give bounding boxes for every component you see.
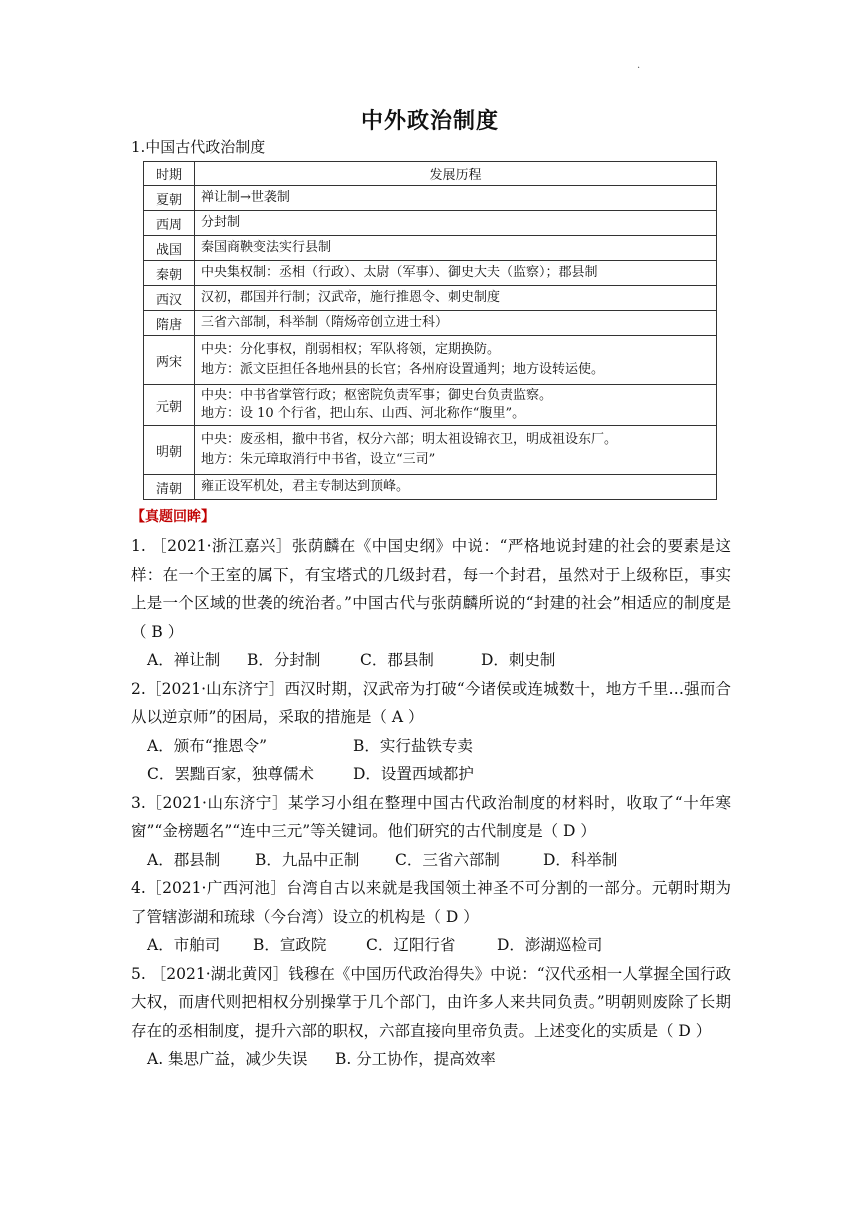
history-cell <box>195 186 717 211</box>
history-cell <box>195 475 717 500</box>
question-item <box>131 874 731 960</box>
era-cell: 清朝 <box>144 475 195 500</box>
option-item: C．罢黜百家，独尊儒术 <box>147 765 314 783</box>
options-row <box>131 846 731 875</box>
era-cell: 西周 <box>144 211 195 236</box>
option-item: B．九品中正制 <box>255 850 360 869</box>
era-cell: 两宋 <box>144 336 195 385</box>
history-cell <box>195 261 717 286</box>
header-era: 时期 <box>144 162 195 186</box>
table-body <box>144 186 717 500</box>
questions-list <box>131 532 731 1074</box>
history-line: 地方：派文臣担任各地州县的长官；各州府设置通判；地方设转运使。 <box>201 362 605 377</box>
option-item: D．科举制 <box>543 850 618 869</box>
option-item: D．刺史制 <box>481 651 556 669</box>
review-label: 【真题回眸】 <box>131 509 215 525</box>
table-row <box>144 211 717 236</box>
question-item <box>131 960 731 1074</box>
option-item: B．宣政院 <box>253 936 327 954</box>
era-cell: 明朝 <box>144 426 195 475</box>
history-cell <box>195 336 717 385</box>
history-cell <box>195 385 717 426</box>
question-text: 2.［2021·山东济宁］西汉时期，汉武帝为打破“今诸侯或连城数十，地方千里…强而合从以逆京师”的困局，采取的措施是（ A ） <box>131 679 731 726</box>
history-line: 中央：废丞相，撤中书省，权分六部；明太祖设锦衣卫，明成祖设东厂。 <box>201 432 618 447</box>
table-row <box>144 385 717 426</box>
table-row <box>144 311 717 336</box>
history-line: 地方：朱元璋取消行中书省，设立“三司” <box>201 452 436 467</box>
history-line: 禅让制→世袭制 <box>201 190 290 205</box>
option-item: B．实行盐铁专卖 <box>353 736 473 755</box>
option-item: A．郡县制 <box>147 850 221 869</box>
history-cell <box>195 426 717 475</box>
history-line: 三省六部制，科举制（隋炀帝创立进士科） <box>201 315 449 330</box>
table-row <box>144 236 717 261</box>
question-item <box>131 675 731 789</box>
option-item: A．禅让制 <box>147 651 221 669</box>
history-cell <box>195 311 717 336</box>
history-cell <box>195 236 717 261</box>
option-item: A．颁布“推恩令” <box>147 736 268 755</box>
option-item: B．分封制 <box>247 651 321 669</box>
table-row <box>144 336 717 385</box>
page-title: 中外政治制度 <box>360 109 499 134</box>
options-row <box>131 646 731 675</box>
section-title: 1.中国古代政治制度 <box>131 138 266 156</box>
history-line: 中央集权制：丞相（行政）、太尉（军事）、御史大夫（监察）；郡县制 <box>201 265 598 280</box>
history-line: 秦国商鞅变法实行县制 <box>201 240 332 255</box>
header-history: 发展历程 <box>195 162 717 186</box>
era-cell: 元朝 <box>144 385 195 426</box>
question-item <box>131 789 731 875</box>
table-row <box>144 261 717 286</box>
history-line: 汉初，郡国并行制；汉武帝，施行推恩令、刺史制度 <box>201 290 501 305</box>
question-text: 4.［2021·广西河池］台湾自古以来就是我国领土神圣不可分割的一部分。元朝时期为了管辖澎湖和琉球（今台湾）设立的机构是（ D ） <box>131 879 731 926</box>
options-row <box>131 732 731 761</box>
page-mark: . <box>637 60 641 71</box>
option-item: C．辽阳行省 <box>366 936 456 954</box>
table-row <box>144 186 717 211</box>
option-item: A. 集思广益，减少失误 <box>147 1050 308 1068</box>
option-item: C．郡县制 <box>360 651 434 669</box>
history-line: 地方：设 10 个行省，把山东、山西、河北称作“腹里”。 <box>201 406 526 421</box>
option-item: A．市舶司 <box>147 936 221 954</box>
table-row <box>144 475 717 500</box>
era-cell: 夏朝 <box>144 186 195 211</box>
era-cell: 隋唐 <box>144 311 195 336</box>
options-row <box>131 931 731 960</box>
politics-table <box>143 161 717 500</box>
history-line: 中央：分化事权，削弱相权；军队将领，定期换防。 <box>201 342 501 357</box>
option-item: D．澎湖巡检司 <box>497 936 603 954</box>
history-cell <box>195 286 717 311</box>
era-cell: 秦朝 <box>144 261 195 286</box>
table-row <box>144 426 717 475</box>
history-cell <box>195 211 717 236</box>
question-text: 5. ［2021·湖北黄冈］钱穆在《中国历代政治得失》中说：“汉代丞相一人掌握全国行政大权，而唐代则把相权分别操掌于几个部门，由许多人来共同负责。”明朝则废除了长期存在的丞相制度，提升六部的职权，六部直接向里帝负责。上述变化的实质是（ D ） <box>131 964 731 1040</box>
question-item <box>131 532 731 675</box>
era-cell: 战国 <box>144 236 195 261</box>
history-line: 中央：中书省掌管行政；枢密院负责军事；御史台负责监察。 <box>201 388 553 403</box>
table-row <box>144 286 717 311</box>
era-cell: 西汉 <box>144 286 195 311</box>
option-item: D．设置西域都护 <box>353 765 474 783</box>
options-row <box>131 760 731 789</box>
question-text: 3.［2021·山东济宁］某学习小组在整理中国古代政治制度的材料时，收取了“十年寒窗”“金榜题名”“连中三元”等关键词。他们研究的古代制度是（ D ） <box>131 793 731 840</box>
history-line: 雍正设军机处，君主专制达到顶峰。 <box>201 479 410 494</box>
question-text: 1. ［2021·浙江嘉兴］张荫麟在《中国史纲》中说：“严格地说封建的社会的要素是这样：在一个王室的属下，有宝塔式的几级封君，每一个封君，虽然对于上级称臣，事实上是一个区域的世袭的统治者。”中国古代与张荫麟所说的“封建的社会”相适应的制度是（ B ） <box>131 537 731 641</box>
option-item: B. 分工协作，提高效率 <box>335 1050 496 1068</box>
history-line: 分封制 <box>201 215 241 230</box>
option-item: C．三省六部制 <box>395 850 500 869</box>
options-row <box>131 1045 731 1074</box>
